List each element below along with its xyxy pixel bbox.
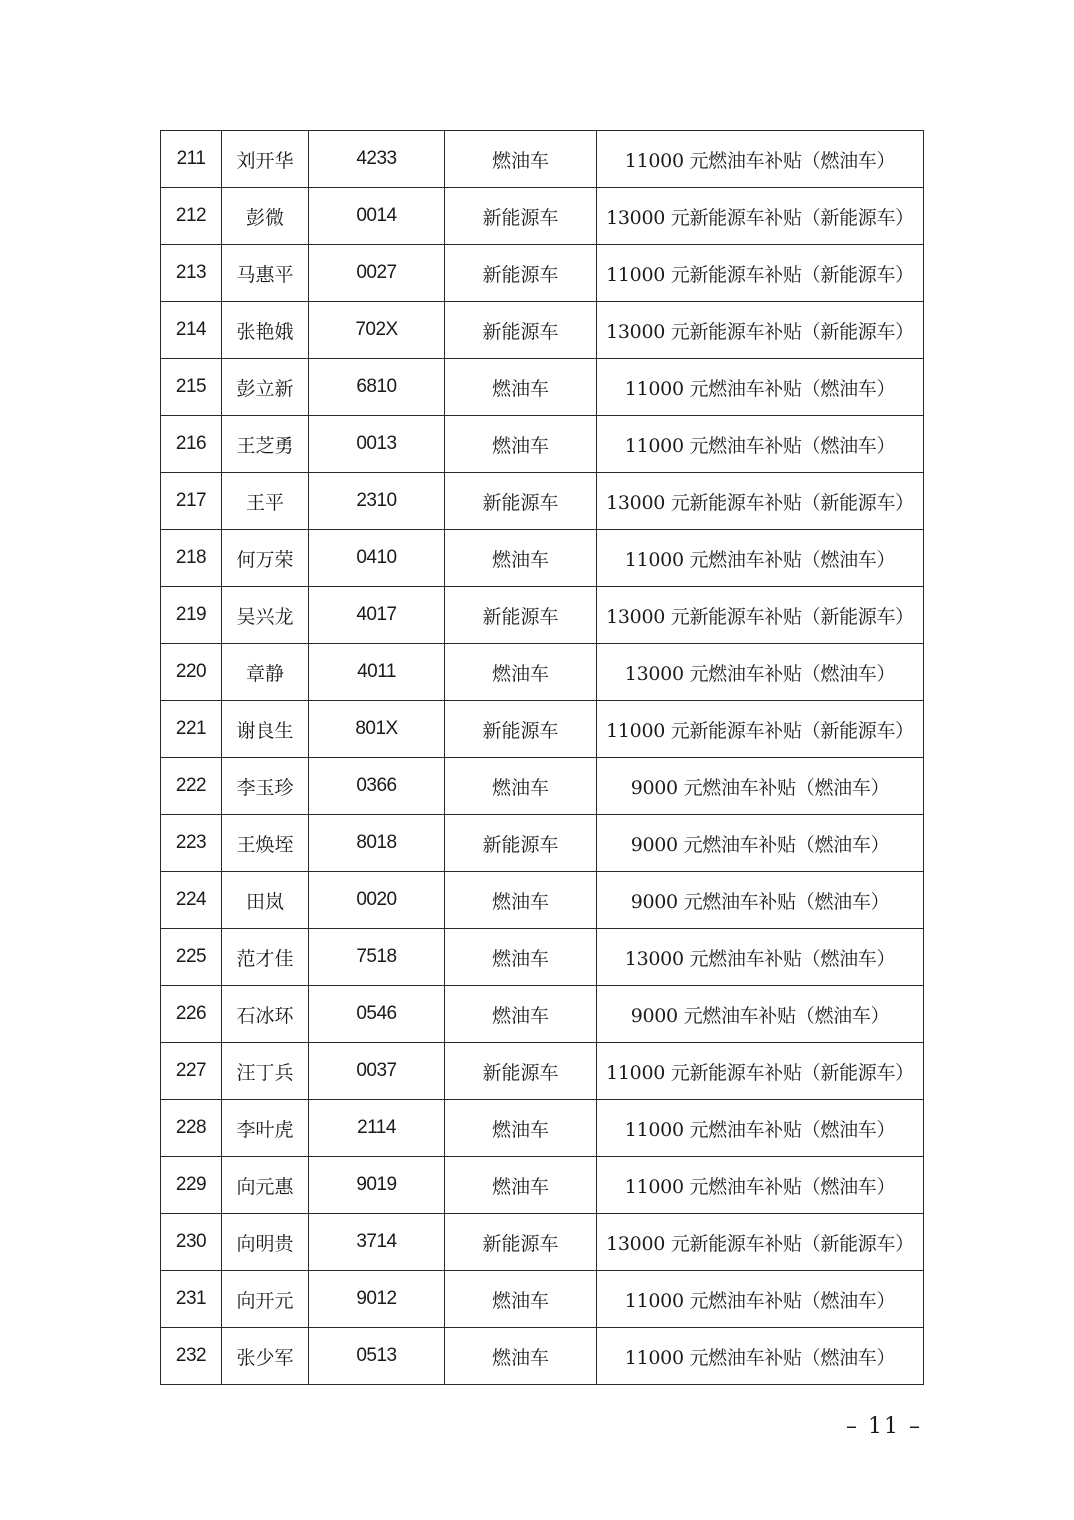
table-row — [161, 872, 924, 929]
row-number-cell: 228 — [161, 1100, 222, 1157]
id-suffix-cell: 0366 — [309, 758, 445, 815]
row-number-cell: 227 — [161, 1043, 222, 1100]
name-cell: 谢良生 — [222, 701, 309, 758]
vehicle-type-cell: 新能源车 — [445, 245, 597, 302]
vehicle-type-cell: 燃油车 — [445, 1271, 597, 1328]
name-cell: 王芝勇 — [222, 416, 309, 473]
table-body — [161, 131, 924, 1385]
name-cell: 彭微 — [222, 188, 309, 245]
row-number-cell: 218 — [161, 530, 222, 587]
name-cell: 李玉珍 — [222, 758, 309, 815]
name-cell: 石冰环 — [222, 986, 309, 1043]
table-row — [161, 701, 924, 758]
id-suffix-cell: 0014 — [309, 188, 445, 245]
id-suffix-cell: 2114 — [309, 1100, 445, 1157]
subsidy-cell: 11000 元新能源车补贴（新能源车） — [597, 245, 924, 302]
name-cell: 王焕垤 — [222, 815, 309, 872]
table-row — [161, 359, 924, 416]
table-row — [161, 302, 924, 359]
id-suffix-cell: 4017 — [309, 587, 445, 644]
id-suffix-cell: 2310 — [309, 473, 445, 530]
id-suffix-cell: 6810 — [309, 359, 445, 416]
id-suffix-cell: 9012 — [309, 1271, 445, 1328]
table-row — [161, 929, 924, 986]
row-number-cell: 214 — [161, 302, 222, 359]
subsidy-cell: 11000 元燃油车补贴（燃油车） — [597, 1328, 924, 1385]
vehicle-type-cell: 燃油车 — [445, 1157, 597, 1214]
vehicle-type-cell: 燃油车 — [445, 530, 597, 587]
name-cell: 田岚 — [222, 872, 309, 929]
subsidy-cell: 9000 元燃油车补贴（燃油车） — [597, 758, 924, 815]
subsidy-cell: 13000 元新能源车补贴（新能源车） — [597, 188, 924, 245]
row-number-cell: 211 — [161, 131, 222, 188]
name-cell: 王平 — [222, 473, 309, 530]
row-number-cell: 217 — [161, 473, 222, 530]
table-row — [161, 758, 924, 815]
vehicle-type-cell: 燃油车 — [445, 872, 597, 929]
vehicle-type-cell: 新能源车 — [445, 302, 597, 359]
subsidy-cell: 13000 元新能源车补贴（新能源车） — [597, 587, 924, 644]
id-suffix-cell: 0037 — [309, 1043, 445, 1100]
vehicle-type-cell: 燃油车 — [445, 758, 597, 815]
name-cell: 张艳娥 — [222, 302, 309, 359]
subsidy-table — [160, 130, 924, 1385]
table-row — [161, 1157, 924, 1214]
row-number-cell: 224 — [161, 872, 222, 929]
row-number-cell: 221 — [161, 701, 222, 758]
vehicle-type-cell: 燃油车 — [445, 359, 597, 416]
table-row — [161, 1271, 924, 1328]
name-cell: 向元惠 — [222, 1157, 309, 1214]
table-row — [161, 530, 924, 587]
table-row — [161, 815, 924, 872]
id-suffix-cell: 9019 — [309, 1157, 445, 1214]
name-cell: 刘开华 — [222, 131, 309, 188]
row-number-cell: 230 — [161, 1214, 222, 1271]
id-suffix-cell: 8018 — [309, 815, 445, 872]
subsidy-cell: 9000 元燃油车补贴（燃油车） — [597, 815, 924, 872]
name-cell: 向明贵 — [222, 1214, 309, 1271]
table-row — [161, 245, 924, 302]
id-suffix-cell: 0027 — [309, 245, 445, 302]
vehicle-type-cell: 燃油车 — [445, 416, 597, 473]
row-number-cell: 229 — [161, 1157, 222, 1214]
table-row — [161, 473, 924, 530]
name-cell: 张少军 — [222, 1328, 309, 1385]
id-suffix-cell: 0013 — [309, 416, 445, 473]
vehicle-type-cell: 燃油车 — [445, 986, 597, 1043]
row-number-cell: 223 — [161, 815, 222, 872]
table-row — [161, 1043, 924, 1100]
name-cell: 汪丁兵 — [222, 1043, 309, 1100]
table-row — [161, 1100, 924, 1157]
subsidy-cell: 13000 元新能源车补贴（新能源车） — [597, 302, 924, 359]
id-suffix-cell: 4011 — [309, 644, 445, 701]
id-suffix-cell: 0020 — [309, 872, 445, 929]
table-row — [161, 416, 924, 473]
subsidy-cell: 13000 元新能源车补贴（新能源车） — [597, 473, 924, 530]
subsidy-cell: 13000 元燃油车补贴（燃油车） — [597, 929, 924, 986]
subsidy-cell: 11000 元燃油车补贴（燃油车） — [597, 131, 924, 188]
id-suffix-cell: 4233 — [309, 131, 445, 188]
vehicle-type-cell: 燃油车 — [445, 131, 597, 188]
table-row — [161, 986, 924, 1043]
name-cell: 章静 — [222, 644, 309, 701]
subsidy-cell: 11000 元燃油车补贴（燃油车） — [597, 1157, 924, 1214]
row-number-cell: 225 — [161, 929, 222, 986]
vehicle-type-cell: 燃油车 — [445, 929, 597, 986]
subsidy-cell: 11000 元燃油车补贴（燃油车） — [597, 1100, 924, 1157]
row-number-cell: 213 — [161, 245, 222, 302]
subsidy-cell: 13000 元新能源车补贴（新能源车） — [597, 1214, 924, 1271]
id-suffix-cell: 0546 — [309, 986, 445, 1043]
id-suffix-cell: 801X — [309, 701, 445, 758]
name-cell: 何万荣 — [222, 530, 309, 587]
row-number-cell: 220 — [161, 644, 222, 701]
vehicle-type-cell: 新能源车 — [445, 1214, 597, 1271]
subsidy-cell: 11000 元燃油车补贴（燃油车） — [597, 416, 924, 473]
subsidy-cell: 9000 元燃油车补贴（燃油车） — [597, 986, 924, 1043]
subsidy-cell: 9000 元燃油车补贴（燃油车） — [597, 872, 924, 929]
row-number-cell: 222 — [161, 758, 222, 815]
name-cell: 向开元 — [222, 1271, 309, 1328]
subsidy-cell: 11000 元燃油车补贴（燃油车） — [597, 359, 924, 416]
name-cell: 马惠平 — [222, 245, 309, 302]
name-cell: 李叶虎 — [222, 1100, 309, 1157]
vehicle-type-cell: 新能源车 — [445, 701, 597, 758]
vehicle-type-cell: 新能源车 — [445, 815, 597, 872]
id-suffix-cell: 7518 — [309, 929, 445, 986]
table-row — [161, 131, 924, 188]
name-cell: 吴兴龙 — [222, 587, 309, 644]
row-number-cell: 216 — [161, 416, 222, 473]
row-number-cell: 215 — [161, 359, 222, 416]
name-cell: 范才佳 — [222, 929, 309, 986]
table-row — [161, 644, 924, 701]
name-cell: 彭立新 — [222, 359, 309, 416]
subsidy-cell: 11000 元新能源车补贴（新能源车） — [597, 1043, 924, 1100]
vehicle-type-cell: 燃油车 — [445, 644, 597, 701]
id-suffix-cell: 0410 — [309, 530, 445, 587]
vehicle-type-cell: 新能源车 — [445, 473, 597, 530]
subsidy-cell: 13000 元燃油车补贴（燃油车） — [597, 644, 924, 701]
row-number-cell: 212 — [161, 188, 222, 245]
subsidy-cell: 11000 元燃油车补贴（燃油车） — [597, 1271, 924, 1328]
vehicle-type-cell: 燃油车 — [445, 1328, 597, 1385]
vehicle-type-cell: 新能源车 — [445, 188, 597, 245]
vehicle-type-cell: 新能源车 — [445, 587, 597, 644]
table-row — [161, 1328, 924, 1385]
row-number-cell: 231 — [161, 1271, 222, 1328]
subsidy-cell: 11000 元新能源车补贴（新能源车） — [597, 701, 924, 758]
table-row — [161, 587, 924, 644]
id-suffix-cell: 3714 — [309, 1214, 445, 1271]
row-number-cell: 226 — [161, 986, 222, 1043]
row-number-cell: 219 — [161, 587, 222, 644]
row-number-cell: 232 — [161, 1328, 222, 1385]
subsidy-cell: 11000 元燃油车补贴（燃油车） — [597, 530, 924, 587]
vehicle-type-cell: 燃油车 — [445, 1100, 597, 1157]
id-suffix-cell: 702X — [309, 302, 445, 359]
table-row — [161, 188, 924, 245]
id-suffix-cell: 0513 — [309, 1328, 445, 1385]
page-number: – 11 – — [846, 1414, 922, 1439]
vehicle-type-cell: 新能源车 — [445, 1043, 597, 1100]
table-row — [161, 1214, 924, 1271]
